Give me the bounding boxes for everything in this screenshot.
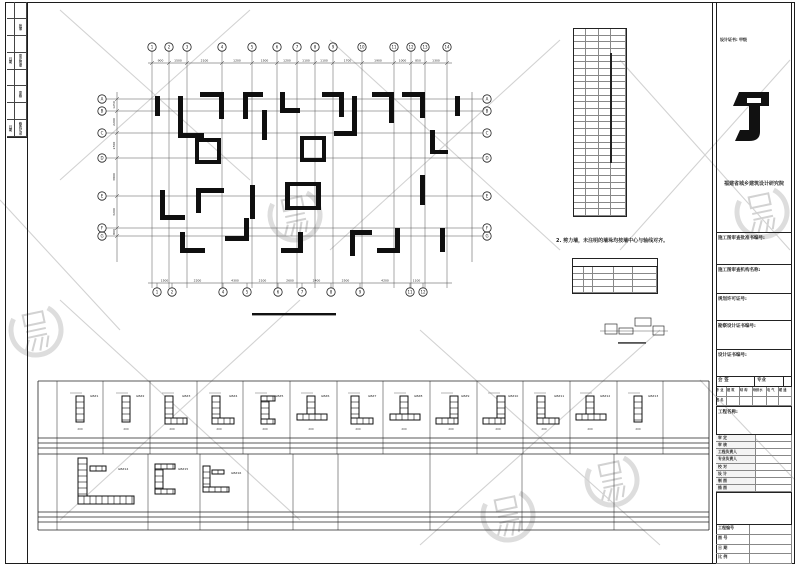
svg-text:GBZ6: GBZ6 <box>321 394 330 398</box>
svg-text:GBZ10: GBZ10 <box>508 394 519 398</box>
role-label: 工程负责人 <box>716 449 756 456</box>
svg-text:D: D <box>100 155 104 161</box>
svg-text:1500: 1500 <box>160 278 169 283</box>
svg-text:1300: 1300 <box>432 58 440 63</box>
schedule-cell <box>611 89 626 96</box>
svg-text:GBZ15: GBZ15 <box>178 467 189 471</box>
lintel-cell <box>584 287 593 294</box>
huiqian-cell: 电 气 <box>767 387 779 397</box>
svg-text:1: 1 <box>155 289 159 295</box>
huiqian-main: 会 签 <box>716 377 755 386</box>
svg-text:1200: 1200 <box>233 58 241 63</box>
strip-cell <box>15 36 27 53</box>
wall-schedule-table <box>573 28 627 217</box>
schedule-cell <box>611 189 626 196</box>
schedule-cell <box>586 36 599 43</box>
svg-text:F: F <box>100 225 104 231</box>
strip-cell <box>15 70 27 87</box>
svg-text:12: 12 <box>420 289 426 295</box>
svg-text:GBZ11: GBZ11 <box>554 394 565 398</box>
svg-text:2100: 2100 <box>258 278 267 283</box>
schedule-cell <box>586 122 599 129</box>
schedule-cell <box>599 169 611 176</box>
lintel-table-body <box>573 267 657 293</box>
svg-text:200: 200 <box>541 427 547 431</box>
strip-cell: 审定批准 <box>15 53 27 70</box>
schedule-cell <box>599 42 611 49</box>
svg-text:850: 850 <box>415 58 421 63</box>
strip-cell <box>7 36 15 53</box>
schedule-cell <box>611 149 626 156</box>
schedule-cell <box>611 203 626 210</box>
sheet-info-label: 工程编号 <box>716 525 750 535</box>
schedule-cell <box>586 116 599 123</box>
strip-cell: 批准 <box>15 19 27 36</box>
huiqian-cell: 暖 通 <box>779 387 792 397</box>
svg-text:C: C <box>485 130 489 136</box>
huiqian-grid <box>716 386 792 406</box>
schedule-cell <box>611 136 626 143</box>
svg-text:1250: 1250 <box>112 101 116 109</box>
svg-text:1100: 1100 <box>302 58 310 63</box>
schedule-cell <box>586 56 599 63</box>
schedule-cell <box>611 183 626 190</box>
schedule-cell <box>599 176 611 183</box>
strip-cell <box>7 19 15 36</box>
svg-text:1100: 1100 <box>320 58 328 63</box>
svg-text:4200: 4200 <box>381 278 389 283</box>
title-section-3: 规划许可证号: <box>716 293 792 320</box>
role-value <box>756 471 792 478</box>
role-label: 审 定 <box>716 435 756 442</box>
svg-text:2: 2 <box>170 289 174 295</box>
schedule-cell <box>586 82 599 89</box>
huiqian-cell: 建 筑 <box>727 387 740 397</box>
sheet-info-value <box>750 554 792 564</box>
svg-text:GBZ8: GBZ8 <box>414 394 423 398</box>
schedule-cell <box>586 96 599 103</box>
svg-text:200: 200 <box>262 427 268 431</box>
svg-text:200: 200 <box>448 427 454 431</box>
svg-text:5: 5 <box>250 44 254 50</box>
inner-frame-left <box>27 2 28 564</box>
schedule-cell <box>611 82 626 89</box>
svg-text:7: 7 <box>300 289 304 295</box>
strip-cell <box>15 2 27 19</box>
schedule-cell <box>611 143 626 150</box>
role-label: 校 对 <box>716 464 756 471</box>
sheet-info-table <box>716 524 792 564</box>
schedule-cell <box>586 109 599 116</box>
huiqian-cell: 给排水 <box>753 387 767 397</box>
schedule-cell <box>574 42 586 49</box>
svg-text:4: 4 <box>221 289 225 295</box>
schedule-cell <box>574 169 586 176</box>
schedule-cell <box>586 136 599 143</box>
svg-text:3800: 3800 <box>112 173 116 181</box>
role-value <box>756 464 792 471</box>
schedule-cell <box>599 189 611 196</box>
schedule-cell <box>574 109 586 116</box>
svg-text:9: 9 <box>331 44 335 50</box>
schedule-cell <box>611 69 626 76</box>
roles-table <box>716 434 792 492</box>
svg-text:GBZ3: GBZ3 <box>182 394 191 398</box>
schedule-cell <box>586 156 599 163</box>
svg-text:14: 14 <box>444 44 450 50</box>
role-label: 专业负责人 <box>716 456 756 463</box>
schedule-cell <box>586 209 599 216</box>
schedule-cell <box>586 89 599 96</box>
role-value <box>756 485 792 492</box>
schedule-cell <box>574 116 586 123</box>
sheet-info-label: 图 号 <box>716 535 750 545</box>
general-note: 2. 剪力墙，未注明的墙垛均按墙中心与轴线对齐。 <box>556 238 669 244</box>
schedule-cell <box>599 183 611 190</box>
svg-text:200: 200 <box>355 427 361 431</box>
schedule-cell <box>599 203 611 210</box>
huiqian-cell <box>727 397 740 407</box>
svg-text:12: 12 <box>408 44 414 50</box>
schedule-cell <box>611 96 626 103</box>
svg-text:GBZ4: GBZ4 <box>229 394 238 398</box>
schedule-cell <box>574 156 586 163</box>
project-name-section: 工程名称: <box>716 406 792 434</box>
huiqian-cell: 签 名 <box>716 397 727 407</box>
huiqian-cell <box>779 397 792 407</box>
svg-text:G: G <box>100 233 104 239</box>
schedule-cell <box>611 76 626 83</box>
schedule-cell <box>586 29 599 36</box>
huiqian-row <box>716 376 792 386</box>
svg-text:GBZ5: GBZ5 <box>275 394 284 398</box>
schedule-cell <box>611 116 626 123</box>
schedule-cell <box>611 42 626 49</box>
schedule-cell <box>574 196 586 203</box>
svg-text:1200: 1200 <box>283 58 291 63</box>
svg-text:2100: 2100 <box>200 58 209 63</box>
strip-cell <box>7 103 15 120</box>
svg-text:200: 200 <box>587 427 593 431</box>
schedule-cell <box>599 29 611 36</box>
strip-cell <box>15 103 27 120</box>
svg-text:E: E <box>485 193 489 199</box>
schedule-cell <box>611 156 626 163</box>
svg-text:A: A <box>485 96 489 102</box>
svg-text:2500: 2500 <box>112 141 116 150</box>
svg-text:900: 900 <box>157 58 164 63</box>
schedule-cell <box>586 69 599 76</box>
svg-text:200: 200 <box>401 427 407 431</box>
schedule-cell <box>611 163 626 170</box>
svg-text:2200: 2200 <box>112 118 116 126</box>
strip-cell <box>7 86 15 103</box>
schedule-cell <box>586 129 599 136</box>
svg-text:B: B <box>485 108 489 114</box>
cert-label: 设计证书: 甲级 <box>720 37 747 42</box>
svg-text:200: 200 <box>123 427 129 431</box>
schedule-cell <box>574 122 586 129</box>
svg-text:11: 11 <box>407 289 413 295</box>
svg-text:A: A <box>100 96 104 102</box>
role-value <box>756 435 792 442</box>
schedule-cell <box>574 89 586 96</box>
svg-text:1700: 1700 <box>343 58 352 63</box>
schedule-cell <box>586 183 599 190</box>
role-label: 制 图 <box>716 478 756 485</box>
schedule-cell <box>611 29 626 36</box>
huiqian-blank <box>784 377 792 386</box>
schedule-cell <box>586 62 599 69</box>
schedule-cell <box>586 149 599 156</box>
schedule-cell <box>611 122 626 129</box>
sheet-info-value <box>750 525 792 535</box>
schedule-cell <box>599 36 611 43</box>
svg-text:9: 9 <box>358 289 362 295</box>
sheet-info-label: 比 例 <box>716 554 750 564</box>
svg-text:F: F <box>485 225 489 231</box>
svg-text:2500: 2500 <box>341 278 350 283</box>
svg-text:200: 200 <box>216 427 222 431</box>
schedule-cell <box>574 96 586 103</box>
schedule-cell <box>599 196 611 203</box>
svg-text:200: 200 <box>635 427 641 431</box>
schedule-thick-divider <box>610 53 612 163</box>
schedule-cell <box>574 209 586 216</box>
schedule-cell <box>574 129 586 136</box>
schedule-cell <box>574 76 586 83</box>
schedule-cell <box>611 56 626 63</box>
schedule-cell <box>574 163 586 170</box>
lintel-table <box>572 258 658 294</box>
svg-text:2600: 2600 <box>286 278 294 283</box>
svg-text:B: B <box>100 108 104 114</box>
title-section-4: 勘察设计证书编号: <box>716 320 792 349</box>
schedule-cell <box>574 149 586 156</box>
svg-text:4300: 4300 <box>231 278 239 283</box>
svg-text:3: 3 <box>185 44 189 50</box>
svg-text:2400: 2400 <box>312 278 321 283</box>
lintel-cell <box>593 287 614 294</box>
schedule-cell <box>586 196 599 203</box>
schedule-cell <box>611 129 626 136</box>
role-value <box>756 442 792 449</box>
svg-text:1900: 1900 <box>374 58 382 63</box>
svg-text:3200: 3200 <box>112 208 116 216</box>
schedule-cell <box>574 183 586 190</box>
huiqian-sub: 专业 <box>755 377 784 386</box>
schedule-cell <box>586 102 599 109</box>
schedule-cell <box>574 189 586 196</box>
schedule-cell <box>586 203 599 210</box>
svg-text:7: 7 <box>295 44 299 50</box>
role-label: 描 图 <box>716 485 756 492</box>
svg-text:C: C <box>100 130 104 136</box>
svg-text:4: 4 <box>220 44 224 50</box>
huiqian-cell <box>740 397 753 407</box>
strip-cell: 日期 <box>7 120 15 137</box>
schedule-cell <box>611 62 626 69</box>
schedule-cell <box>611 196 626 203</box>
svg-text:1500: 1500 <box>260 58 269 63</box>
schedule-cell <box>586 143 599 150</box>
strip-cell <box>7 2 15 19</box>
sheet-info-label: 日 期 <box>716 545 750 555</box>
schedule-cell <box>611 36 626 43</box>
revision-strip <box>7 2 27 138</box>
huiqian-cell: 专 业 <box>716 387 727 397</box>
schedule-cell <box>611 49 626 56</box>
title-section-5: 设计证书编号: <box>716 349 792 376</box>
lintel-cell <box>633 287 657 294</box>
schedule-cell <box>574 102 586 109</box>
schedule-cell <box>574 36 586 43</box>
schedule-cell <box>574 136 586 143</box>
svg-text:GBZ7: GBZ7 <box>368 394 377 398</box>
huiqian-cell <box>767 397 779 407</box>
svg-text:11: 11 <box>391 44 397 50</box>
role-label: 审 核 <box>716 442 756 449</box>
lintel-table-header <box>573 259 657 267</box>
schedule-cell <box>586 76 599 83</box>
schedule-cell <box>611 209 626 216</box>
svg-text:GBZ9: GBZ9 <box>461 394 470 398</box>
strip-cell: 修改记录 <box>15 120 27 137</box>
schedule-cell <box>586 176 599 183</box>
title-section-2: 施工图审查机构名称: <box>716 264 792 293</box>
svg-text:GBZ13: GBZ13 <box>648 394 659 398</box>
svg-text:GBZ14: GBZ14 <box>118 467 129 471</box>
schedule-cell <box>574 203 586 210</box>
schedule-cell <box>611 109 626 116</box>
svg-text:5: 5 <box>245 289 249 295</box>
svg-text:1500: 1500 <box>174 58 182 63</box>
schedule-cell <box>574 62 586 69</box>
svg-text:6: 6 <box>275 44 279 50</box>
svg-text:GBZ1: GBZ1 <box>90 394 99 398</box>
schedule-cell <box>574 56 586 63</box>
schedule-cell <box>599 163 611 170</box>
svg-text:13: 13 <box>422 44 428 50</box>
huiqian-cell <box>753 397 767 407</box>
svg-text:1100: 1100 <box>412 278 421 283</box>
schedule-cell <box>574 143 586 150</box>
schedule-cell <box>574 29 586 36</box>
svg-text:200: 200 <box>495 427 501 431</box>
blank-section <box>716 492 792 524</box>
schedule-cell <box>586 42 599 49</box>
role-value <box>756 478 792 485</box>
svg-text:GBZ2: GBZ2 <box>136 394 145 398</box>
svg-text:1000: 1000 <box>398 58 407 63</box>
schedule-cell <box>586 189 599 196</box>
svg-text:GBZ16: GBZ16 <box>231 471 242 475</box>
schedule-cell <box>586 169 599 176</box>
svg-text:200: 200 <box>77 427 83 431</box>
svg-text:GBZ12: GBZ12 <box>600 394 611 398</box>
role-label: 设 计 <box>716 471 756 478</box>
schedule-cell <box>611 102 626 109</box>
svg-text:D: D <box>485 155 489 161</box>
schedule-cell <box>586 163 599 170</box>
sheet-info-value <box>750 535 792 545</box>
lintel-cell <box>573 287 584 294</box>
svg-text:2200: 2200 <box>193 278 202 283</box>
svg-text:G: G <box>485 233 489 239</box>
lintel-cell <box>614 287 633 294</box>
svg-text:200: 200 <box>308 427 314 431</box>
schedule-cell <box>586 49 599 56</box>
huiqian-cell: 结 构 <box>740 387 753 397</box>
svg-text:8: 8 <box>329 289 333 295</box>
schedule-cell <box>611 169 626 176</box>
svg-text:200: 200 <box>169 427 175 431</box>
svg-text:6: 6 <box>276 289 280 295</box>
role-value <box>756 456 792 463</box>
svg-text:1: 1 <box>150 44 154 50</box>
svg-text:E: E <box>100 193 104 199</box>
svg-text:10: 10 <box>359 44 365 50</box>
schedule-cell <box>574 176 586 183</box>
title-section-1: 施工图审查批准书编号: <box>716 232 792 264</box>
schedule-cell <box>574 69 586 76</box>
schedule-cell <box>574 82 586 89</box>
svg-text:8: 8 <box>313 44 317 50</box>
strip-cell <box>7 70 15 87</box>
sheet-info-value <box>750 545 792 555</box>
svg-text:800: 800 <box>112 229 116 235</box>
schedule-cell <box>574 49 586 56</box>
strip-cell: 日期 <box>7 53 15 70</box>
institute-name: 福建省城乡建筑设计研究院 <box>723 181 784 187</box>
sheet-frame <box>5 2 795 564</box>
strip-cell: 审核 <box>15 86 27 103</box>
schedule-cell <box>611 176 626 183</box>
institute-logo <box>733 86 777 152</box>
schedule-cell <box>599 209 611 216</box>
role-value <box>756 449 792 456</box>
inner-frame-right <box>712 2 713 564</box>
svg-text:2: 2 <box>167 44 171 50</box>
